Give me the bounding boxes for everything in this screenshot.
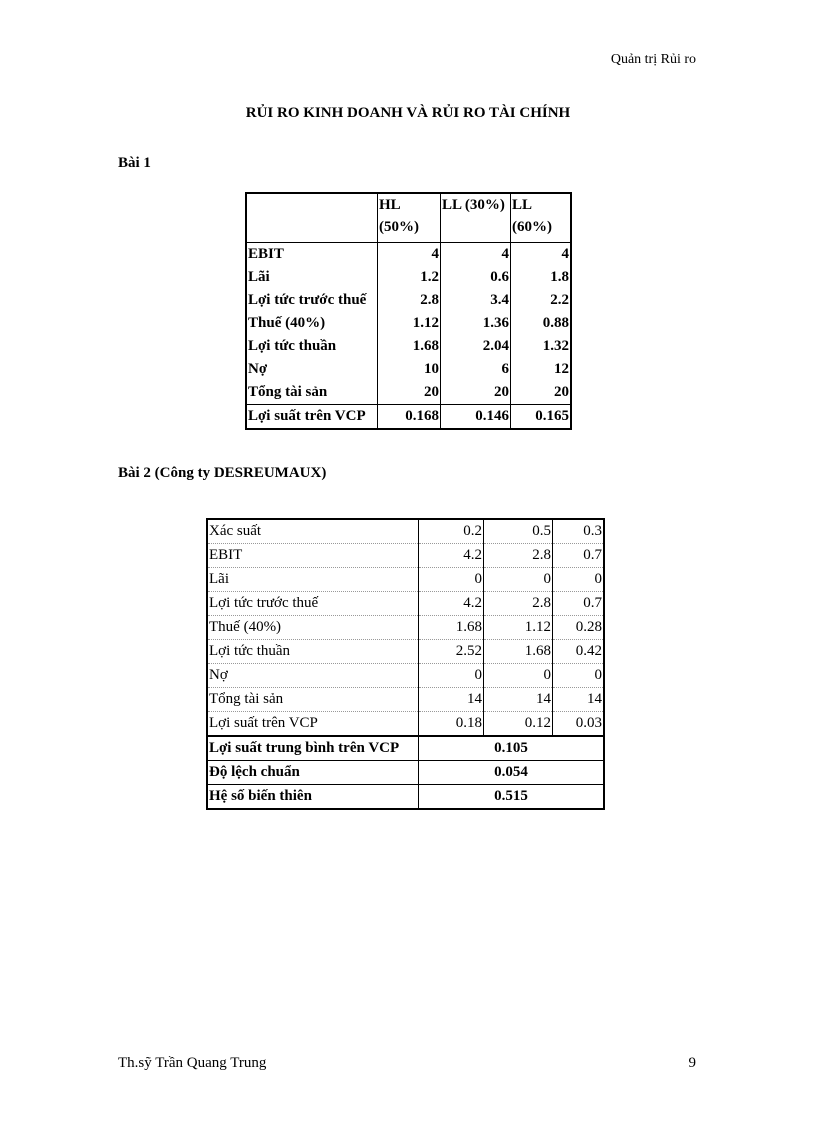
cell-value: 0.146 bbox=[441, 405, 511, 430]
table-row bbox=[207, 712, 604, 737]
table-row bbox=[246, 266, 571, 289]
column-header: LL (60%) bbox=[511, 193, 572, 243]
cell-value: 0.3 bbox=[553, 519, 605, 544]
bai2-table bbox=[206, 518, 605, 810]
cell-value: 0.6 bbox=[441, 266, 511, 289]
row-label: Lãi bbox=[207, 568, 419, 592]
row-label: EBIT bbox=[246, 243, 378, 267]
cell-value: 14 bbox=[553, 688, 605, 712]
summary-row bbox=[207, 736, 604, 761]
cell-value: 2.52 bbox=[419, 640, 484, 664]
table-row bbox=[246, 312, 571, 335]
cell-value: 0.7 bbox=[553, 544, 605, 568]
cell-value: 20 bbox=[378, 381, 441, 405]
row-label: Thuế (40%) bbox=[207, 616, 419, 640]
summary-value: 0.054 bbox=[419, 761, 605, 785]
cell-value: 2.2 bbox=[511, 289, 572, 312]
row-label: Lợi tức thuần bbox=[207, 640, 419, 664]
cell-value: 2.8 bbox=[484, 592, 553, 616]
bai1-table bbox=[245, 192, 572, 430]
table-row bbox=[246, 358, 571, 381]
row-label: Nợ bbox=[207, 664, 419, 688]
cell-value: 0.12 bbox=[484, 712, 553, 737]
cell-value: 0.03 bbox=[553, 712, 605, 737]
cell-value: 0.2 bbox=[419, 519, 484, 544]
cell-value: 0.7 bbox=[553, 592, 605, 616]
cell-value: 1.68 bbox=[378, 335, 441, 358]
cell-value: 1.12 bbox=[484, 616, 553, 640]
table-row bbox=[207, 664, 604, 688]
column-header: HL (50%) bbox=[378, 193, 441, 243]
table-row bbox=[207, 568, 604, 592]
footer-author: Th.sỹ Trần Quang Trung bbox=[118, 1055, 267, 1071]
cell-value: 1.32 bbox=[511, 335, 572, 358]
cell-value: 1.2 bbox=[378, 266, 441, 289]
summary-label: Độ lệch chuẩn bbox=[207, 761, 419, 785]
cell-value: 4 bbox=[441, 243, 511, 267]
summary-value: 0.515 bbox=[419, 785, 605, 810]
cell-value: 2.04 bbox=[441, 335, 511, 358]
row-label: EBIT bbox=[207, 544, 419, 568]
row-label: Lãi bbox=[246, 266, 378, 289]
row-label: Lợi suất trên VCP bbox=[207, 712, 419, 737]
cell-value: 4 bbox=[378, 243, 441, 267]
cell-value: 2.8 bbox=[484, 544, 553, 568]
cell-value: 0.18 bbox=[419, 712, 484, 737]
row-label: Thuế (40%) bbox=[246, 312, 378, 335]
summary-label: Hệ số biến thiên bbox=[207, 785, 419, 810]
cell-value: 0.168 bbox=[378, 405, 441, 430]
table-row bbox=[207, 616, 604, 640]
row-label: Xác suất bbox=[207, 519, 419, 544]
cell-value: 1.36 bbox=[441, 312, 511, 335]
cell-value: 4.2 bbox=[419, 544, 484, 568]
cell-value: 20 bbox=[511, 381, 572, 405]
page-title: RỦI RO KINH DOANH VÀ RỦI RO TÀI CHÍNH bbox=[245, 105, 571, 121]
column-header: LL (30%) bbox=[441, 193, 511, 243]
cell-value: 0 bbox=[553, 664, 605, 688]
cell-value: 14 bbox=[484, 688, 553, 712]
table-row bbox=[207, 544, 604, 568]
summary-row bbox=[207, 785, 604, 810]
cell-value: 0 bbox=[419, 568, 484, 592]
cell-value: 0.28 bbox=[553, 616, 605, 640]
table-row bbox=[207, 519, 604, 544]
cell-value: 0 bbox=[484, 568, 553, 592]
cell-value: 2.8 bbox=[378, 289, 441, 312]
row-label: Lợi tức trước thuế bbox=[207, 592, 419, 616]
cell-value: 14 bbox=[419, 688, 484, 712]
cell-value: 1.8 bbox=[511, 266, 572, 289]
cell-value: 1.12 bbox=[378, 312, 441, 335]
row-label: Lợi tức thuần bbox=[246, 335, 378, 358]
cell-value: 0 bbox=[484, 664, 553, 688]
cell-value: 12 bbox=[511, 358, 572, 381]
table-row bbox=[246, 289, 571, 312]
cell-value: 0 bbox=[553, 568, 605, 592]
row-label: Tổng tài sản bbox=[246, 381, 378, 405]
running-header: Quản trị Rủi ro bbox=[610, 52, 696, 67]
summary-row bbox=[207, 761, 604, 785]
cell-value: 1.68 bbox=[484, 640, 553, 664]
table-row bbox=[246, 405, 571, 430]
cell-value: 0.42 bbox=[553, 640, 605, 664]
page-number: 9 bbox=[688, 1055, 696, 1071]
row-label: Tổng tài sản bbox=[207, 688, 419, 712]
cell-value: 0.88 bbox=[511, 312, 572, 335]
cell-value: 4.2 bbox=[419, 592, 484, 616]
header-empty-cell bbox=[246, 193, 378, 243]
table-row bbox=[207, 688, 604, 712]
row-label: Lợi suất trên VCP bbox=[246, 405, 378, 430]
row-label: Nợ bbox=[246, 358, 378, 381]
table-row bbox=[207, 592, 604, 616]
summary-label: Lợi suất trung bình trên VCP bbox=[207, 736, 419, 761]
cell-value: 20 bbox=[441, 381, 511, 405]
table-header-row bbox=[246, 193, 571, 243]
cell-value: 0 bbox=[419, 664, 484, 688]
bai2-heading: Bài 2 (Công ty DESREUMAUX) bbox=[118, 465, 327, 481]
bai1-heading: Bài 1 bbox=[118, 155, 151, 171]
cell-value: 6 bbox=[441, 358, 511, 381]
table-row bbox=[246, 243, 571, 267]
table-row bbox=[246, 335, 571, 358]
cell-value: 10 bbox=[378, 358, 441, 381]
table-row bbox=[246, 381, 571, 405]
cell-value: 0.5 bbox=[484, 519, 553, 544]
table-row bbox=[207, 640, 604, 664]
cell-value: 1.68 bbox=[419, 616, 484, 640]
cell-value: 4 bbox=[511, 243, 572, 267]
cell-value: 0.165 bbox=[511, 405, 572, 430]
cell-value: 3.4 bbox=[441, 289, 511, 312]
summary-value: 0.105 bbox=[419, 736, 605, 761]
row-label: Lợi tức trước thuế bbox=[246, 289, 378, 312]
